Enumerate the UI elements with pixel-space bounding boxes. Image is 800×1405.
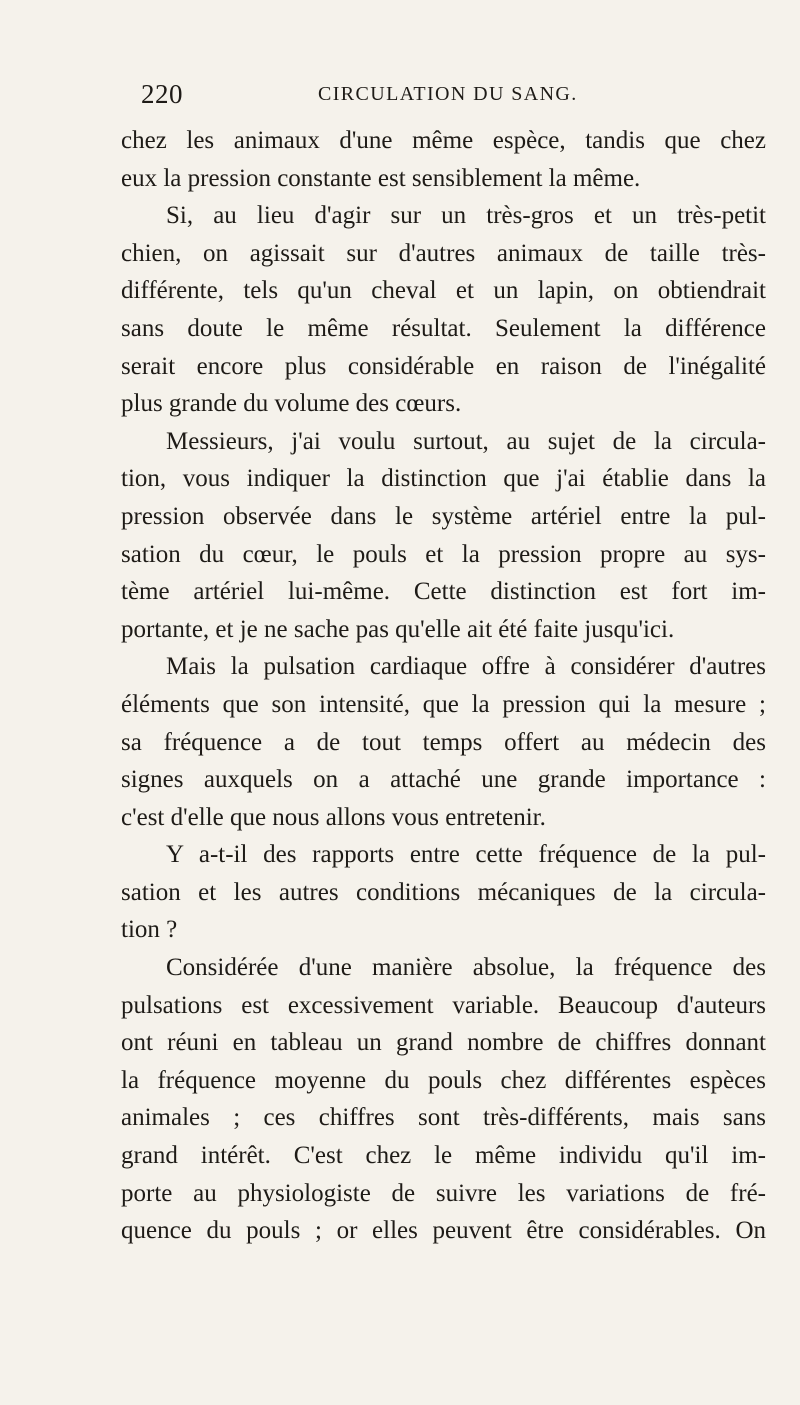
page-number: 220 xyxy=(141,79,183,109)
text-line: Messieurs, j'ai voulu surtout, au sujet de la circula- xyxy=(166,427,766,455)
text-line: grand intérêt. C'est chez le même individu qu'il im- xyxy=(121,1142,766,1170)
text-line: ont réuni en tableau un grand nombre de chiffres donnant xyxy=(121,1029,766,1057)
text-line: éléments que son intensité, que la pression qui la mesure ; xyxy=(121,690,766,718)
text-line: Si, au lieu d'agir sur un très-gros et un très-petit xyxy=(166,202,766,230)
text-line: quence du pouls ; or elles peuvent être considérables. On xyxy=(121,1217,766,1245)
text-line: serait encore plus considérable en raison de l'inégalité xyxy=(121,352,766,380)
text-line: sation et les autres conditions mécaniques de la circula- xyxy=(121,878,766,906)
text-line: Mais la pulsation cardiaque offre à considérer d'autres xyxy=(166,653,766,681)
text-line: animales ; ces chiffres sont très-différents, mais sans xyxy=(121,1104,766,1132)
text-line: tion, vous indiquer la distinction que j'ai établie dans la xyxy=(121,465,766,493)
text-line: sation du cœur, le pouls et la pression propre au sys- xyxy=(121,540,766,568)
body-text xyxy=(121,122,766,1250)
text-line: pression observée dans le système artériel entre la pul- xyxy=(121,502,766,530)
text-line: tème artériel lui-même. Cette distinction est fort im- xyxy=(121,578,766,606)
text-line: eux la pression constante est sensiblement la même. xyxy=(121,164,641,192)
text-line: Y a-t-il des rapports entre cette fréquence de la pul- xyxy=(166,841,766,869)
text-line: signes auxquels on a attaché une grande importance : xyxy=(121,766,766,794)
text-line: c'est d'elle que nous allons vous entretenir. xyxy=(121,803,546,831)
text-line: sans doute le même résultat. Seulement la différence xyxy=(121,314,766,342)
text-line: chien, on agissait sur d'autres animaux de taille très- xyxy=(121,239,766,267)
text-line: plus grande du volume des cœurs. xyxy=(121,390,462,418)
text-line: pulsations est excessivement variable. Beaucoup d'auteurs xyxy=(121,991,766,1019)
text-line: différente, tels qu'un cheval et un lapin, on obtiendrait xyxy=(121,277,766,305)
text-line: Considérée d'une manière absolue, la fréquence des xyxy=(166,954,766,982)
running-head: CIRCULATION DU SANG. xyxy=(318,83,578,105)
text-line: porte au physiologiste de suivre les variations de fré- xyxy=(121,1179,766,1207)
text-line: chez les animaux d'une même espèce, tandis que chez xyxy=(121,127,766,154)
text-line: tion ? xyxy=(121,916,178,944)
text-line: sa fréquence a de tout temps offert au médecin des xyxy=(121,728,766,756)
text-line: la fréquence moyenne du pouls chez différentes espèces xyxy=(121,1066,766,1094)
text-line: portante, et je ne sache pas qu'elle ait été faite jusqu'ici. xyxy=(121,615,675,643)
page-header xyxy=(141,74,761,114)
